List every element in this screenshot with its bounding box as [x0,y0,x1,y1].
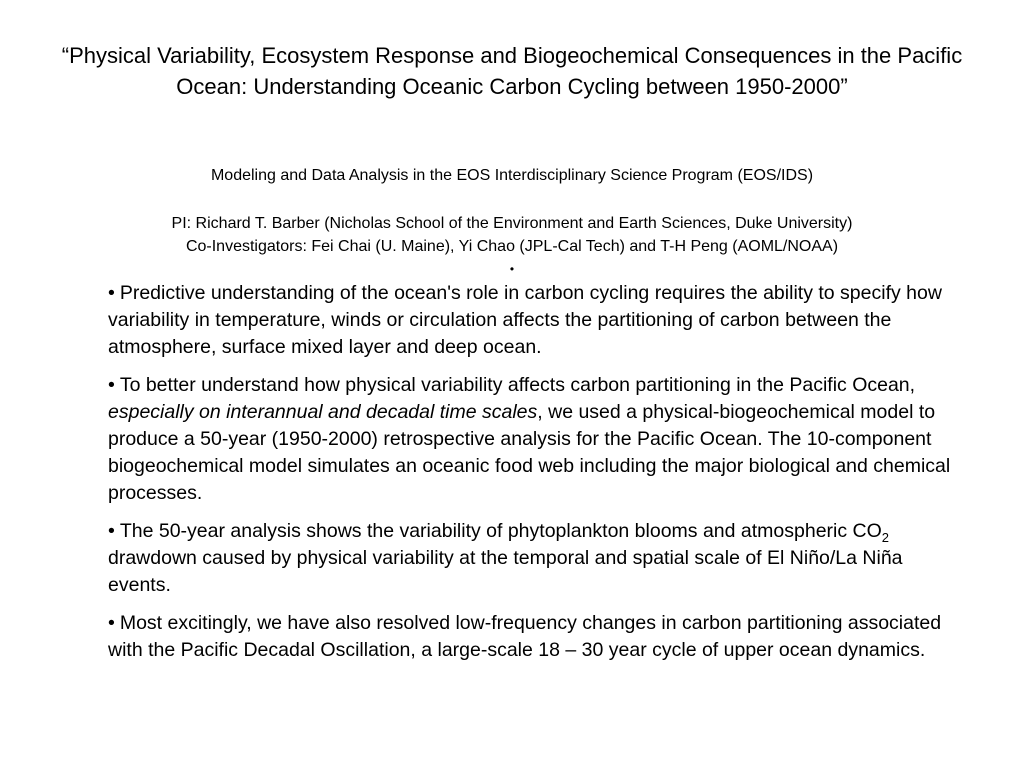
investigators-block [20,212,1004,258]
bullet-item-3 [108,518,968,599]
bullet-text-post: , we used a physical-biogeochemical model to produce a 50-year (1950-2000) retrospective analysis for the Pacific Ocean. The 10-component biogeochemical model simulates an oceanic food web including the major biological and chemical processes. [108,401,951,504]
program-subtitle: Modeling and Data Analysis in the EOS Interdisciplinary Science Program (EOS/IDS) [210,167,814,184]
separator-bullet: • [509,262,515,276]
bullet-mark: • [108,520,115,542]
co2-subscript: 2 [881,529,890,545]
co-investigators: Co-Investigators: Fei Chai (U. Maine), Yi Chao (JPL-Cal Tech) and T-H Peng (AOML/NOAA) [185,238,839,255]
bullet-text-pre: To better understand how physical variability affects carbon partitioning in the Pacific Ocean, [119,374,916,396]
bullet-text-pre: The 50-year analysis shows the variability of phytoplankton blooms and atmospheric CO [119,520,882,542]
bullet-item-2 [108,372,968,507]
bullet-text: Predictive understanding of the ocean's role in carbon cycling requires the ability to specify how variability in temperature, winds or circulation affects the partitioning of carbon between the atmosphere, surface mixed layer and deep ocean. [108,282,942,358]
bullet-text-post: drawdown caused by physical variability at the temporal and spatial scale of El Niño/La Niña events. [108,547,903,596]
principal-investigator: PI: Richard T. Barber (Nicholas School of the Environment and Earth Sciences, Duke University) [171,215,853,232]
bullet-item-1 [108,280,968,361]
bullet-list [108,280,968,675]
bullet-text: Most excitingly, we have also resolved low-frequency changes in carbon partitioning associated with the Pacific Decadal Oscillation, a large-scale 18 – 30 year cycle of upper ocean dynamics. [108,612,942,661]
slide-title: “Physical Variability, Ecosystem Response and Biogeochemical Consequences in the Pacific Ocean: Understanding Oceanic Carbon Cycling between 1950-2000” [61,43,963,99]
bullet-mark: • [108,374,115,396]
bullet-mark: • [108,612,115,634]
bullet-item-4 [108,610,968,664]
bullet-text-emphasis: especially on interannual and decadal time scales [108,401,538,423]
bullet-mark: • [108,282,115,304]
